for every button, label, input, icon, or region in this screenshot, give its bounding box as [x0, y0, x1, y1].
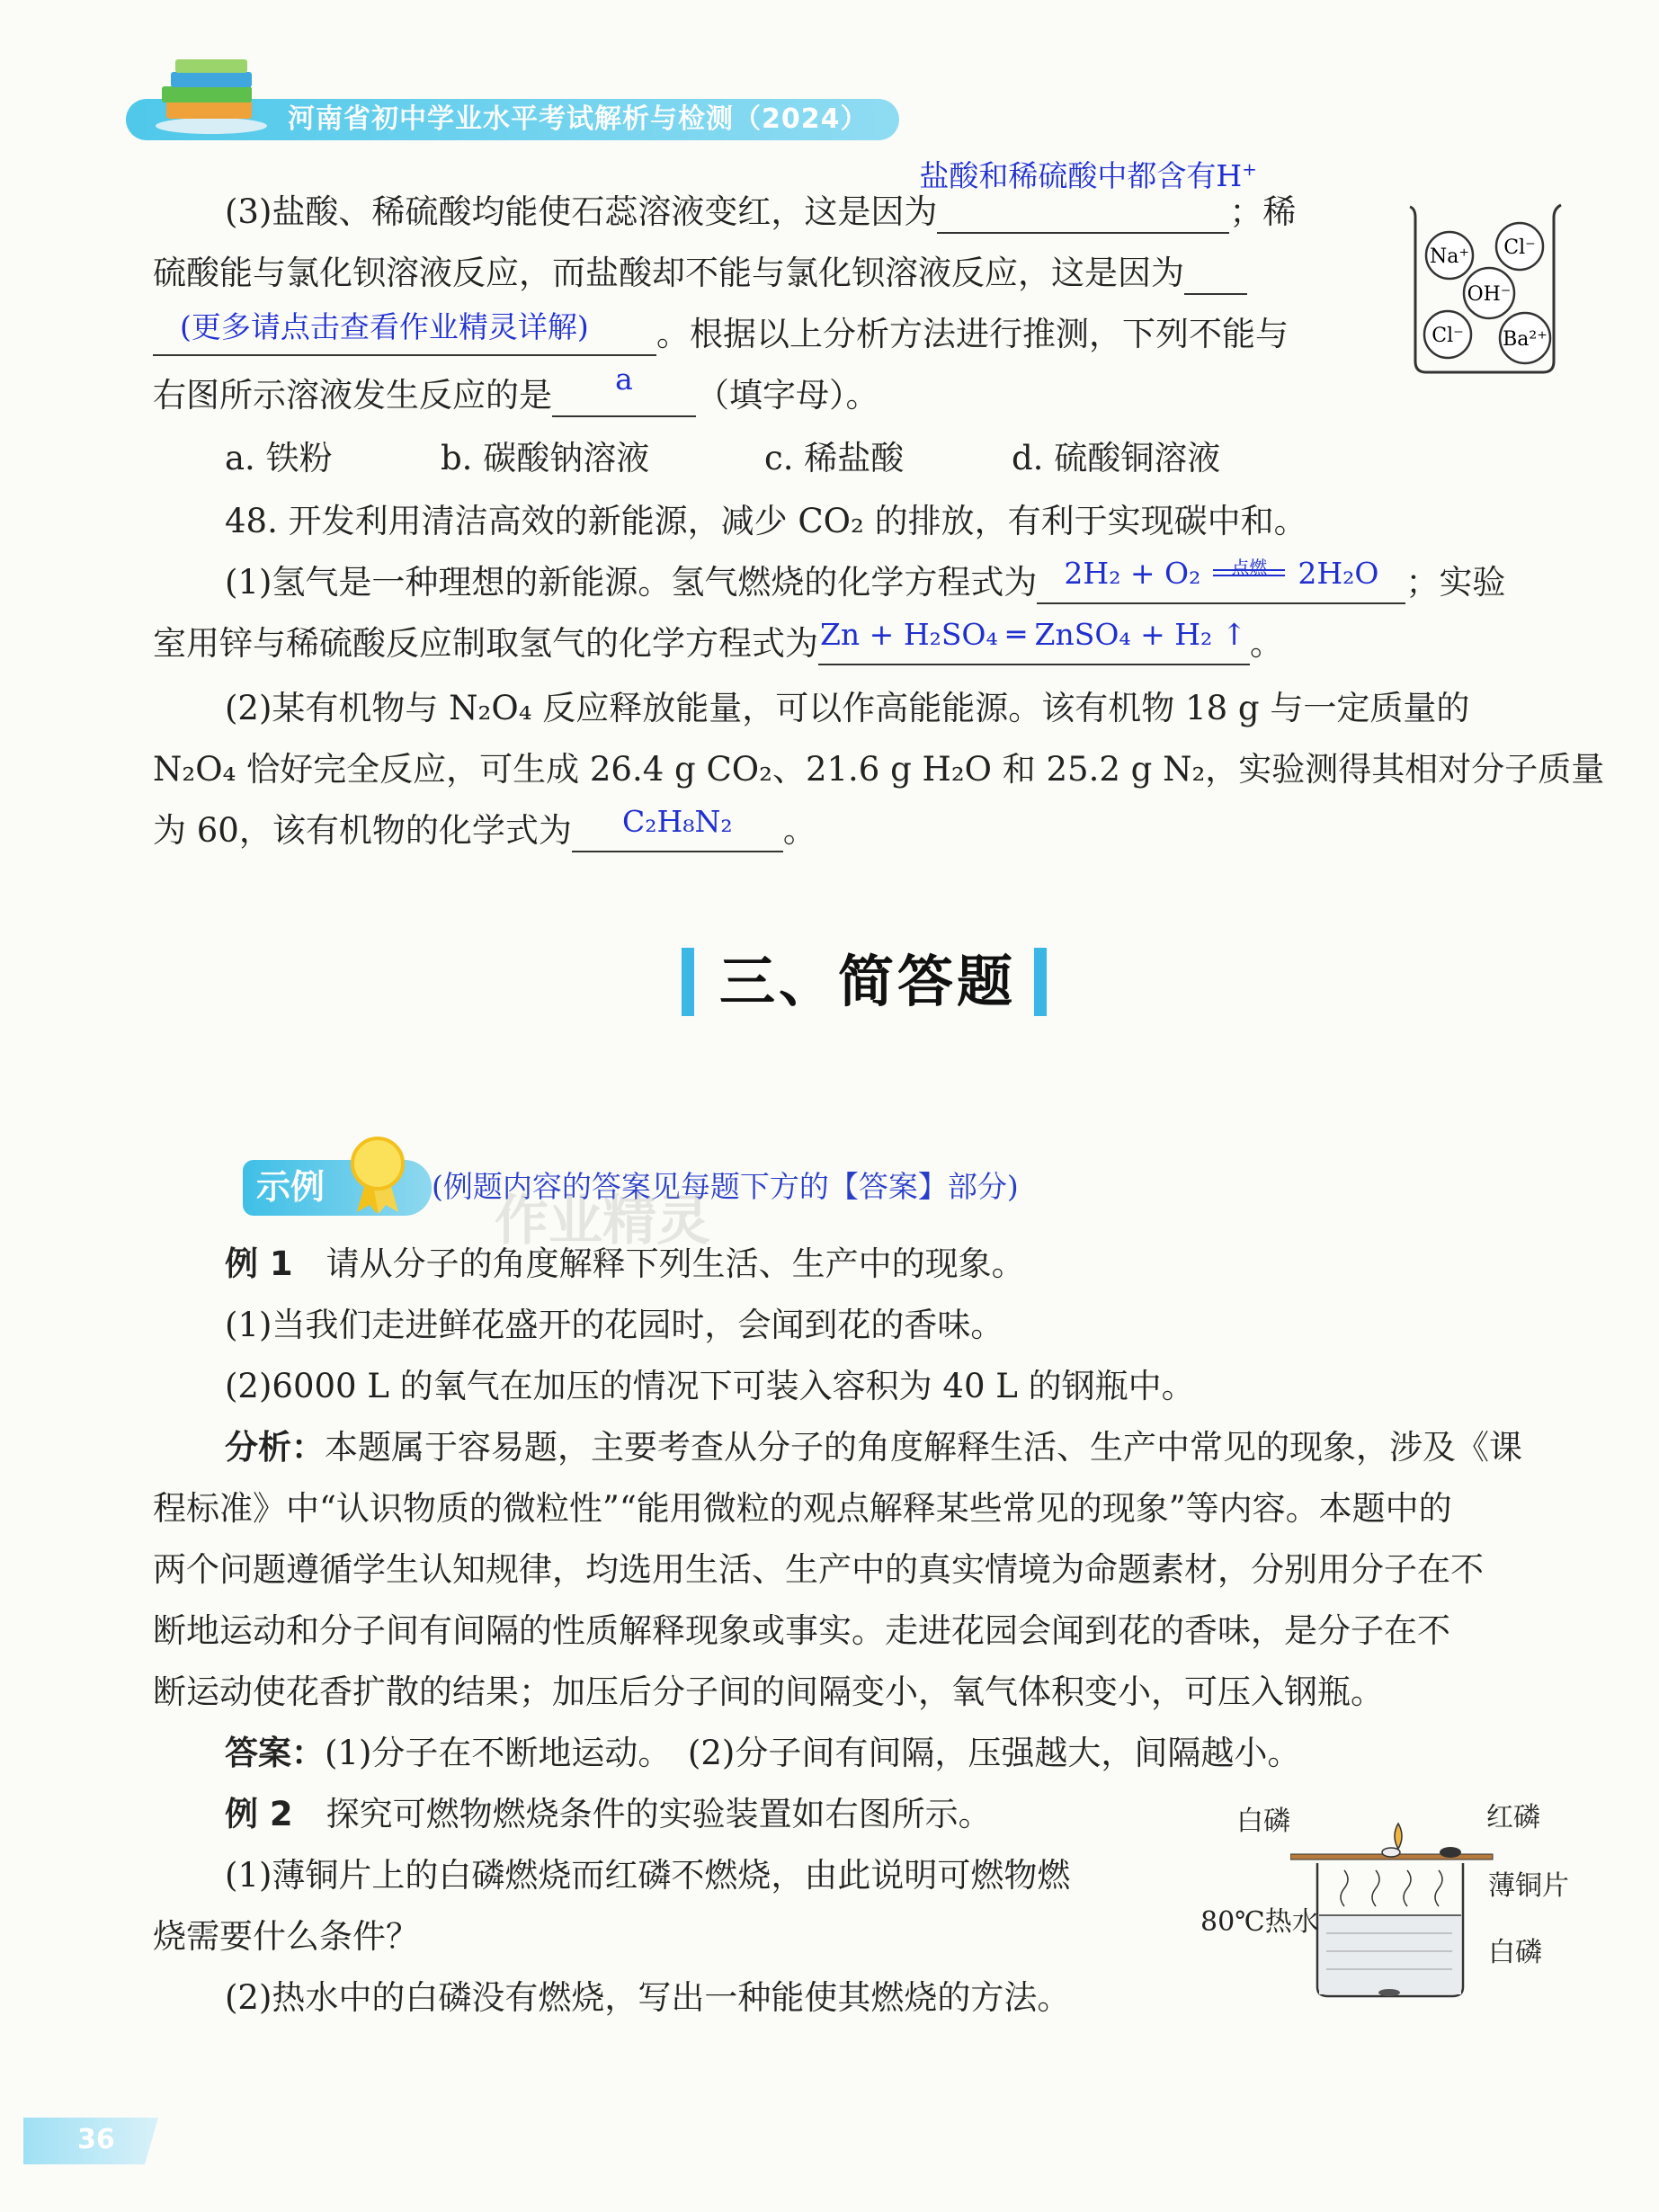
ex2-q2: (2)热水中的白磷没有燃烧，写出一种能使其燃烧的方法。	[225, 1978, 1071, 2017]
page-number: 36	[77, 2124, 115, 2155]
q48-part2-line2: N₂O₄ 恰好完全反应，可生成 26.4 g CO₂、21.6 g H₂O 和 25.2 g N₂，实验测得其相对分子质量	[153, 750, 1605, 789]
ex1-q1: (1)当我们走进鲜花盛开的花园时，会闻到花的香味。	[225, 1306, 1004, 1344]
answer-blank	[919, 158, 1257, 234]
q47-part3-line3	[153, 309, 1289, 356]
q47-option-a: a. 铁粉	[225, 439, 333, 477]
q47-option-b: b. 碳酸钠溶液	[441, 439, 650, 477]
equation-lhs: 2H₂ + O₂	[1064, 556, 1201, 591]
analysis-line3: 两个问题遵循学生认知规律，均选用生活、生产中的真实情境为命题素材，分别用分子在不	[153, 1550, 1484, 1589]
analysis-text: 本题属于容易题，主要考查从分子的角度解释生活、生产中常见的现象，涉及《课	[325, 1428, 1522, 1467]
ex2-label: 例 2	[225, 1795, 293, 1833]
label-white-phosphorus-top: 白磷	[1236, 1806, 1290, 1837]
q47-part3-line4-suffix: （填字母）。	[696, 376, 879, 415]
answer-blank[interactable]	[153, 309, 656, 356]
analysis-line5: 断运动使花香扩散的结果；加压后分子间的间隔变小，氧气体积变小，可压入钢瓶。	[153, 1672, 1384, 1711]
reaction-condition: 点燃	[1231, 557, 1268, 578]
stacked-books-icon	[148, 54, 274, 135]
q47-part3-line4-prefix: 右图所示溶液发生反应的是	[153, 376, 552, 415]
analysis-line1	[225, 1426, 1522, 1469]
answer-blank	[1184, 257, 1247, 295]
q47-part3-line2	[153, 252, 1247, 295]
handwritten-answer: a	[615, 361, 633, 397]
q47-option-d: d. 硫酸铜溶液	[1012, 439, 1221, 477]
analysis-line4: 断地运动和分子间有间隔的性质解释现象或事实。走进花园会闻到花的香味，是分子在不	[153, 1611, 1450, 1650]
handwritten-answer: Zn + H₂SO₄ ═ ZnSO₄ + H₂ ↑	[820, 617, 1247, 652]
watermark: 作业精灵	[495, 1190, 710, 1253]
example-note: (例题内容的答案见每题下方的【答案】部分)	[432, 1169, 1019, 1204]
answer-blank	[1037, 556, 1405, 604]
answer-blank	[818, 617, 1250, 665]
ion-label: Cl⁻	[1432, 325, 1464, 347]
q48-part1-line1	[225, 556, 1506, 604]
section-title: 三、简答题	[719, 949, 1017, 1014]
period: 。	[782, 811, 816, 850]
example-badge-label: 示例	[256, 1167, 326, 1207]
ex2-stem: 探究可燃物燃烧条件的实验装置如右图所示。	[326, 1795, 992, 1833]
q48-part2-line3-prefix: 为 60，该有机物的化学式为	[153, 811, 572, 850]
q48-stem: 48. 开发利用清洁高效的新能源，减少 CO₂ 的排放，有利于实现碳中和。	[225, 502, 1307, 540]
ex1-q2: (2)6000 L 的氧气在加压的情况下可装入容积为 40 L 的钢瓶中。	[225, 1367, 1195, 1405]
ex1-label: 例 1	[225, 1244, 293, 1283]
q47-part3-line1	[225, 158, 1297, 234]
answer-blank	[552, 361, 696, 417]
section-title-bar-left	[682, 948, 694, 1016]
ex2-q1-line2: 烧需要什么条件？	[153, 1917, 419, 1956]
medal-icon	[346, 1135, 409, 1216]
more-details-link[interactable]: (更多请点击查看作业精灵详解)	[180, 309, 589, 344]
answer-blank	[572, 804, 783, 852]
ex2-heading	[225, 1793, 992, 1836]
ion-beaker-diagram	[1403, 200, 1565, 379]
analysis-label: 分析：	[225, 1428, 325, 1467]
ion-label: Cl⁻	[1503, 236, 1536, 259]
q48-part1-line2	[153, 617, 1283, 665]
q48-part1-line2-text: 室用锌与稀硫酸反应制取氢气的化学方程式为	[153, 624, 818, 663]
ex2-q1-line1: (1)薄铜片上的白磷燃烧而红磷不燃烧，由此说明可燃物燃	[225, 1856, 1071, 1895]
ion-charge: +	[1242, 159, 1257, 180]
q48-part2-line3	[153, 804, 816, 852]
ion-label: Ba²⁺	[1503, 328, 1548, 351]
section-title-bar-right	[1034, 948, 1047, 1016]
q48-part1-prefix: (1)氢气是一种理想的新能源。氢气燃烧的化学方程式为	[225, 563, 1038, 602]
ex1-stem: 请从分子的角度解释下列生活、生产中的现象。	[326, 1244, 1025, 1283]
ion-label: Na⁺	[1430, 245, 1469, 268]
analysis-line2: 程标准》中“认识物质的微粒性”“能用微粒的观点解释某些常见的现象”等内容。本题中的	[153, 1489, 1452, 1528]
q47-part3-line3-text: 。根据以上分析方法进行推测，下列不能与	[656, 315, 1289, 353]
handwritten-answer: C₂H₈N₂	[622, 804, 733, 839]
ion-label: OH⁻	[1467, 283, 1512, 306]
label-red-phosphorus: 红磷	[1486, 1802, 1540, 1833]
answer-label: 答案：	[225, 1734, 325, 1772]
answer-line	[225, 1732, 1300, 1775]
label-white-phosphorus-bottom: 白磷	[1488, 1937, 1542, 1968]
q48-part2-line1: (2)某有机物与 N₂O₄ 反应释放能量，可以作高能能源。该有机物 18 g 与一定质量的	[225, 689, 1470, 727]
label-copper-sheet: 薄铜片	[1488, 1870, 1569, 1902]
q47-option-c: c. 稀盐酸	[764, 439, 905, 477]
handwritten-answer: 盐酸和稀硫酸中都含有H	[919, 158, 1243, 193]
combustion-experiment-diagram	[1200, 1798, 1578, 2005]
answer-text: (1)分子在不断地运动。 (2)分子间有间隔，压强越大，间隔越小。	[325, 1734, 1301, 1772]
period: 。	[1250, 624, 1283, 663]
q47-part3-line2-text: 硫酸能与氯化钡溶液反应，而盐酸却不能与氯化钡溶液反应，这是因为	[153, 254, 1184, 292]
q47-part3-mid: ；稀	[1229, 192, 1297, 231]
beaker-copper-sheet-drawing	[1290, 1816, 1506, 2005]
q47-part3-line4	[153, 361, 879, 417]
equation-rhs: 2H₂O	[1298, 556, 1379, 591]
header-title: 河南省初中学业水平考试解析与检测（2024）	[288, 103, 869, 135]
q48-part1-suffix: ；实验	[1405, 563, 1506, 602]
label-hot-water: 80℃热水	[1200, 1906, 1319, 1938]
q47-part3-prefix: (3)盐酸、稀硫酸均能使石蕊溶液变红，这是因为	[225, 192, 938, 231]
